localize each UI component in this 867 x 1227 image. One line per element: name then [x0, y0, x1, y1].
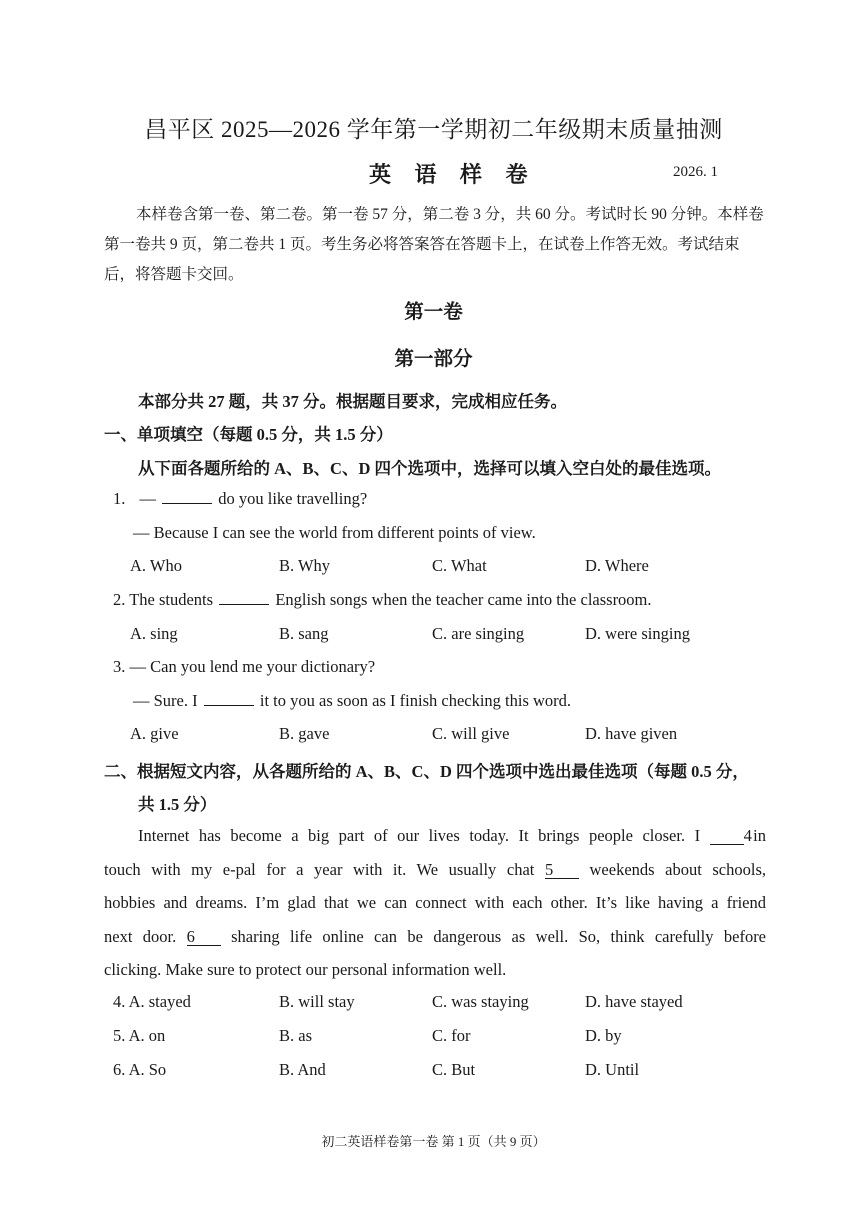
option-b: B. sang [279, 624, 329, 643]
option-c: C. are singing [432, 624, 525, 643]
passage-line: next door. 6 sharing life online can be dangerous as well. So, think carefully before [104, 926, 767, 946]
exam-instructions: 本样卷含第一卷、第二卷。第一卷 57 分，第二卷 3 分，共 60 分。考试时长 90 分钟。本样卷第一卷共 9 页，第二卷共 1 页。考生务必将答案答在答题卡上，在试卷上作答无效。考试结束后，将答题卡交回。 [104, 206, 764, 283]
question-text-end: English songs when the teacher came into the classroom. [275, 590, 652, 609]
option-c: C. for [432, 1026, 471, 1045]
option-b: B. And [279, 1060, 326, 1079]
option-c: C. was staying [432, 992, 529, 1011]
option-c: C. But [432, 1060, 476, 1079]
answer-blank [162, 489, 212, 504]
passage-line: Internet has become a big part of our lives today. It brings people closer. I 4 in [138, 826, 766, 845]
section2-heading: 二、根据短文内容，从各题所给的 A、B、C、D 四个选项中选出最佳选项（每题 0.5 分， [104, 762, 749, 781]
option-b: B. as [279, 1026, 312, 1045]
option-c: C. will give [432, 724, 510, 743]
option-d: D. Where [585, 556, 649, 575]
question-2 [113, 590, 652, 610]
exam-subtitle: 英 语 样 卷 [369, 162, 537, 187]
option-a: A. sing [130, 624, 178, 643]
passage-line: touch with my e-pal for a year with it. We usually chat 5 weekends about schools, [104, 859, 767, 879]
section2-heading-cont: 共 1.5 分） [138, 795, 217, 814]
question-number: 1. [113, 489, 126, 508]
question-3-response [133, 691, 571, 711]
option-a: A. give [130, 724, 179, 743]
section1-heading: 一、单项填空（每题 0.5 分，共 1.5 分） [104, 425, 393, 444]
blank-4: 4 [710, 827, 744, 845]
question-text-end: it to you as soon as I finish checking this word. [259, 691, 572, 710]
option-d: D. have stayed [585, 992, 683, 1011]
passage-line: hobbies and dreams. I’m glad that we can connect with each other. It’s like having a friend [104, 893, 766, 913]
part-description: 本部分共 27 题，共 37 分。根据题目要求，完成相应任务。 [138, 392, 567, 411]
question-6-option-a: 6. A. So [113, 1060, 167, 1079]
answer-blank [204, 691, 254, 706]
question-text-start: — Sure. I [133, 691, 198, 710]
option-d: D. by [585, 1026, 622, 1045]
question-1 [113, 489, 367, 509]
page-footer: 初二英语样卷第一卷 第 1 页（共 9 页） [321, 1134, 546, 1149]
question-text-start: 2. The students [113, 590, 214, 609]
answer-blank [219, 590, 269, 605]
option-d: D. Until [585, 1060, 640, 1079]
option-a: A. Who [130, 556, 182, 575]
passage-line: clicking. Make sure to protect our personal information well. [104, 960, 507, 980]
question-4-option-a: 4. A. stayed [113, 992, 191, 1011]
question-1-response: — Because I can see the world from different points of view. [133, 523, 536, 542]
blank-5: 5 [545, 861, 579, 879]
option-d: D. were singing [585, 624, 690, 643]
option-d: D. have given [585, 724, 678, 743]
section1-instruction: 从下面各题所给的 A、B、C、D 四个选项中，选择可以填入空白处的最佳选项。 [138, 459, 722, 478]
part-title: 第一部分 [394, 349, 473, 370]
exam-title: 昌平区 2025—2026 学年第一学期初二年级期末质量抽测 [144, 117, 723, 142]
reading-passage [104, 819, 766, 987]
option-b: B. will stay [279, 992, 355, 1011]
option-b: B. gave [279, 724, 330, 743]
question-3: 3. — Can you lend me your dictionary? [113, 657, 376, 676]
option-b: B. Why [279, 556, 331, 575]
question-5-option-a: 5. A. on [113, 1026, 166, 1045]
dash: — [139, 489, 156, 508]
volume-title: 第一卷 [404, 302, 463, 323]
blank-6: 6 [187, 928, 221, 946]
option-c: C. What [432, 556, 487, 575]
question-text: do you like travelling? [218, 489, 368, 508]
exam-date: 2026. 1 [673, 164, 718, 180]
